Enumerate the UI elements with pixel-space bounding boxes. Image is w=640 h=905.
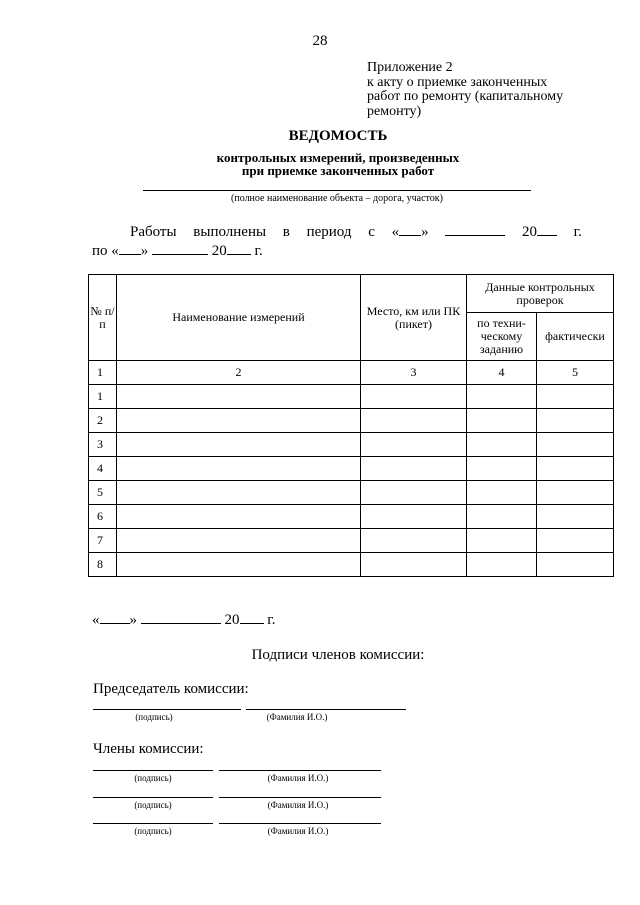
chair-name-caption: (Фамилия И.О.) bbox=[266, 712, 328, 722]
member-name-caption: (Фамилия И.О.) bbox=[267, 800, 329, 810]
member-name-line bbox=[219, 823, 381, 824]
column-number: 3 bbox=[361, 361, 467, 385]
column-number: 1 bbox=[89, 361, 117, 385]
table-row bbox=[89, 433, 614, 457]
member-name-caption: (Фамилия И.О.) bbox=[267, 826, 329, 836]
row-number: 5 bbox=[89, 481, 117, 505]
period-word: Работы bbox=[130, 224, 177, 240]
measurements-table bbox=[88, 274, 614, 577]
subtitle-line-1: контрольных измерений, произведенных bbox=[216, 150, 460, 165]
header-control-group: Данные контрольных проверок bbox=[467, 275, 614, 313]
chair-signature-line bbox=[93, 709, 241, 710]
chair-signature-caption: (подпись) bbox=[135, 712, 173, 722]
period-line-2: по « » 20 г. bbox=[92, 243, 263, 259]
end-month-field bbox=[152, 242, 208, 255]
page-number: 28 bbox=[312, 33, 328, 49]
object-name-line bbox=[143, 190, 531, 191]
period-word: выполнены bbox=[193, 224, 267, 240]
row-number: 7 bbox=[89, 529, 117, 553]
row-number: 3 bbox=[89, 433, 117, 457]
period-word: с bbox=[368, 224, 375, 240]
header-by-spec: по техни-ческому заданию bbox=[467, 313, 537, 361]
appendix-line: к акту о приемке законченных bbox=[367, 74, 548, 90]
start-year-field: 20 bbox=[522, 223, 557, 241]
column-number-row bbox=[89, 361, 614, 385]
table-row bbox=[89, 505, 614, 529]
row-number: 4 bbox=[89, 457, 117, 481]
member-signature-line bbox=[93, 770, 213, 771]
member-name-caption: (Фамилия И.О.) bbox=[267, 773, 329, 783]
member-signature-caption: (подпись) bbox=[134, 800, 172, 810]
column-number: 4 bbox=[467, 361, 537, 385]
column-number: 2 bbox=[117, 361, 361, 385]
start-year-suffix: г. bbox=[573, 224, 582, 240]
document-subtitle bbox=[0, 151, 640, 177]
table-row bbox=[89, 385, 614, 409]
start-month-field bbox=[445, 223, 505, 236]
appendix-line: ремонту) bbox=[367, 103, 422, 119]
document-title: ВЕДОМОСТЬ bbox=[288, 128, 388, 144]
row-number: 1 bbox=[89, 385, 117, 409]
table-row bbox=[89, 457, 614, 481]
table-row bbox=[89, 529, 614, 553]
subtitle-line-2: при приемке законченных работ bbox=[241, 163, 435, 178]
row-number: 8 bbox=[89, 553, 117, 577]
object-name-caption: (полное наименование объекта – дорога, участок) bbox=[231, 193, 443, 204]
member-signature-caption: (подпись) bbox=[134, 826, 172, 836]
member-signature-caption: (подпись) bbox=[134, 773, 172, 783]
table-row bbox=[89, 409, 614, 433]
header-name: Наименование измерений bbox=[117, 275, 361, 361]
header-actual: фактически bbox=[537, 313, 614, 361]
member-name-line bbox=[219, 770, 381, 771]
chair-label: Председатель комиссии: bbox=[93, 681, 249, 697]
row-number: 6 bbox=[89, 505, 117, 529]
header-num: № п/п bbox=[89, 275, 117, 361]
chair-name-line bbox=[246, 709, 406, 710]
period-word: период bbox=[306, 224, 352, 240]
members-label: Члены комиссии: bbox=[93, 741, 204, 757]
member-name-line bbox=[219, 797, 381, 798]
period-word: в bbox=[282, 224, 290, 240]
member-signature-line bbox=[93, 823, 213, 824]
column-number: 5 bbox=[537, 361, 614, 385]
member-signature-line bbox=[93, 797, 213, 798]
signatures-heading: Подписи членов комиссии: bbox=[251, 647, 425, 663]
appendix-line: Приложение 2 bbox=[367, 60, 453, 75]
signature-date: « » 20 г. bbox=[92, 612, 276, 628]
period-line-1 bbox=[130, 223, 582, 241]
appendix-note bbox=[367, 61, 627, 119]
table-row bbox=[89, 481, 614, 505]
header-place: Место, км или ПК (пикет) bbox=[361, 275, 467, 361]
start-day-field: « » bbox=[391, 224, 429, 240]
row-number: 2 bbox=[89, 409, 117, 433]
table-row bbox=[89, 553, 614, 577]
signature-month-field bbox=[141, 611, 221, 624]
appendix-line: работ по ремонту (капитальному bbox=[367, 89, 564, 104]
